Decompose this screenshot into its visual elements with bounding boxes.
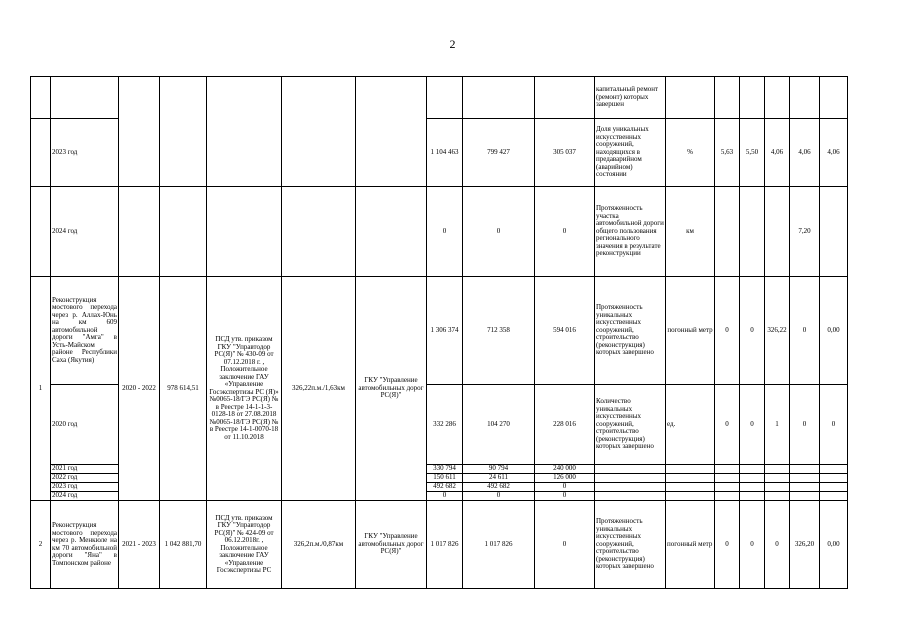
total-cell: 1 306 374 (427, 277, 463, 385)
project-name: Реконструкция мостового перехода через р. Аллах-Юнь на км 609 автомобильной дороги "Амга" в Усть-Майском районе Республики Саха (Якутия) (51, 277, 119, 385)
capacity-cell: 326,2п.м./0,87км (282, 501, 356, 589)
project-name: Реконструкция мостового перехода через р. Менкюле на км 70 автомобильной дороги "Яна" в Томпонском районе (51, 501, 119, 589)
value-cell: 0 (463, 187, 535, 277)
unit-cell: % (666, 119, 715, 187)
target-cell: 0,00 (820, 501, 848, 589)
target-cell (715, 187, 740, 277)
target-cell (765, 187, 790, 277)
table-row (31, 277, 848, 385)
target-cell: 0 (715, 501, 740, 589)
table-row (31, 77, 848, 119)
value-cell: 104 270 (463, 385, 535, 465)
program-table (30, 76, 848, 589)
value-cell: 0 (535, 483, 595, 492)
psd-cell: ПСД утв. приказом ГКУ "Управтодор РС(Я)" № 424-09 от 06.12.2018г. , Положительное заключение ГАУ «Управление Госэкспертизы РС (207, 501, 282, 589)
target-cell: 7,20 (790, 187, 820, 277)
target-cell: 0 (740, 277, 765, 385)
unit-cell: погонный метр (666, 277, 715, 385)
target-cell: 4,06 (790, 119, 820, 187)
total-cell: 0 (427, 187, 463, 277)
target-cell: 326,22 (765, 277, 790, 385)
row-number: 1 (31, 277, 51, 501)
target-cell: 0 (820, 385, 848, 465)
capacity-cell: 326,22п.м./1,63км (282, 277, 356, 501)
unit-cell: погонный метр (666, 501, 715, 589)
customer-cell: ГКУ "Управление автомобильных дорог РС(Я)" (356, 501, 427, 589)
year-cell: 2020 год (51, 385, 119, 465)
indicator-cell: Протяженность уникальных искусственных сооружений, строительство (реконструкция) которых завершено (595, 277, 666, 385)
value-cell: 90 794 (463, 465, 535, 474)
year-cell: 2023 год (51, 119, 119, 187)
total-cell: 1 017 826 (427, 501, 463, 589)
value-cell: 0 (463, 492, 535, 501)
customer-cell: ГКУ "Управление автомобильных дорог РС(Я)" (356, 277, 427, 501)
value-cell: 240 000 (535, 465, 595, 474)
indicator-cell: Количество уникальных искусственных сооружений, строительство (реконструкция) которых завершено (595, 385, 666, 465)
year-cell: 2021 год (51, 465, 119, 474)
year-cell: 2023 год (51, 483, 119, 492)
year-cell: 2024 год (51, 492, 119, 501)
value-cell: 594 016 (535, 277, 595, 385)
page-number: 2 (449, 37, 456, 51)
total-cell: 0 (427, 492, 463, 501)
target-cell (740, 187, 765, 277)
psd-cell: ПСД утв. приказом ГКУ "Управтодор РС(Я)" № 430-09 от 07.12.2018 г. , Положительное заключение ГАУ «Управление Госэкспертизы РС (Я)» №0065-18/ГЭ РС(Я) № в Реестре 14-1-1-3-0128-18 от 27.08.2018 №0065-18/ГЭ РС(Я) № в Реестре 14-1-0070-18 от 11.10.2018 (207, 277, 282, 501)
unit-cell: ед. (666, 385, 715, 465)
year-cell: 2022 год (51, 474, 119, 483)
value-cell: 0 (535, 501, 595, 589)
target-cell: 0 (715, 385, 740, 465)
target-cell: 0,00 (820, 277, 848, 385)
table-row (31, 501, 848, 589)
value-cell: 712 358 (463, 277, 535, 385)
total-cell: 330 794 (427, 465, 463, 474)
target-cell: 0 (740, 385, 765, 465)
indicator-cell: Доля уникальных искусственных сооружений, находящихся в предаварийном (аварийном) состоянии (595, 119, 666, 187)
value-cell: 24 611 (463, 474, 535, 483)
cost-cell: 978 614,51 (160, 277, 207, 501)
target-cell: 5,63 (715, 119, 740, 187)
value-cell: 0 (535, 492, 595, 501)
period-cell: 2021 - 2023 (119, 501, 160, 589)
target-cell: 0 (740, 501, 765, 589)
target-cell: 0 (765, 501, 790, 589)
value-cell: 228 016 (535, 385, 595, 465)
cost-cell: 1 042 881,70 (160, 501, 207, 589)
total-cell: 332 286 (427, 385, 463, 465)
target-cell: 0 (790, 277, 820, 385)
target-cell (820, 187, 848, 277)
table-row (31, 187, 848, 277)
indicator-cell: капитальный ремонт (ремонт) которых завершен (595, 77, 666, 119)
total-cell: 150 611 (427, 474, 463, 483)
value-cell: 0 (535, 187, 595, 277)
year-cell: 2024 год (51, 187, 119, 277)
target-cell: 5,50 (740, 119, 765, 187)
value-cell: 305 037 (535, 119, 595, 187)
total-cell: 1 104 463 (427, 119, 463, 187)
total-cell: 492 682 (427, 483, 463, 492)
row-number: 2 (31, 501, 51, 589)
target-cell: 1 (765, 385, 790, 465)
target-cell: 4,06 (820, 119, 848, 187)
indicator-cell: Протяженность уникальных искусственных сооружений, строительство (реконструкция) которых завершено (595, 501, 666, 589)
target-cell: 326,20 (790, 501, 820, 589)
target-cell: 4,06 (765, 119, 790, 187)
unit-cell: км (666, 187, 715, 277)
indicator-cell: Протяженность участка автомобильной дороги общего пользования регионального значения в результате реконструкции (595, 187, 666, 277)
target-cell: 0 (715, 277, 740, 385)
value-cell: 799 427 (463, 119, 535, 187)
target-cell: 0 (790, 385, 820, 465)
value-cell: 1 017 826 (463, 501, 535, 589)
period-cell: 2020 - 2022 (119, 277, 160, 501)
value-cell: 492 682 (463, 483, 535, 492)
value-cell: 126 000 (535, 474, 595, 483)
